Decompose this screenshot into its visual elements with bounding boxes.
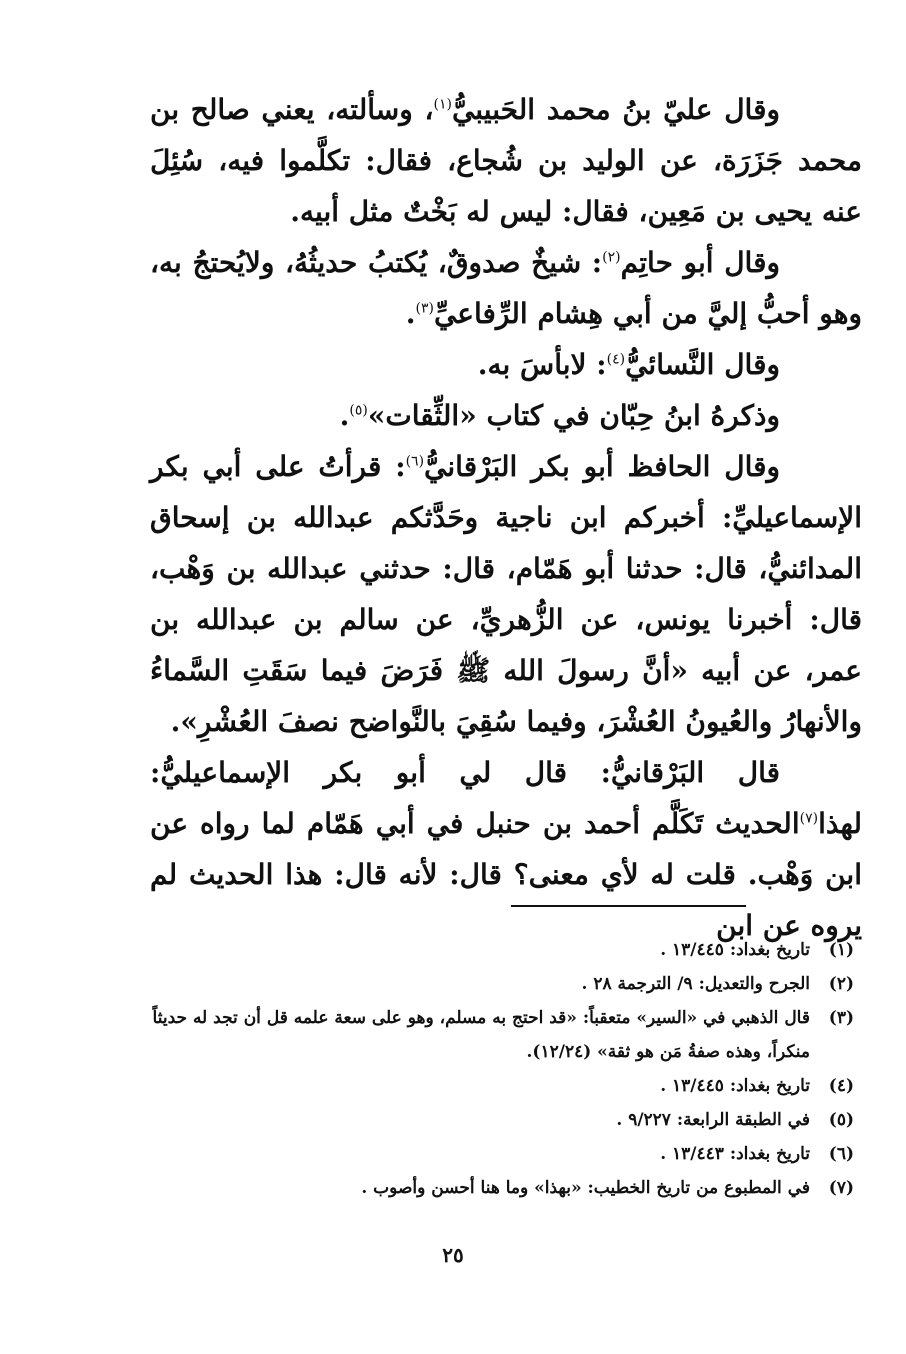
footnote-ref: (١) [433, 96, 452, 113]
footnotes [150, 933, 862, 1205]
paragraph-text: : شيخٌ صدوقٌ، يُكتبُ حديثُهُ، ولايُحتجُ به، وهو أحبُّ إليَّ من أبي هِشام الرِّفاعيِّ [150, 246, 862, 330]
footnote-number: (٢) [828, 974, 854, 994]
paragraph [150, 441, 862, 747]
main-text [150, 84, 862, 951]
footnote-ref: (٤) [606, 351, 626, 368]
footnote-number: (٥) [828, 1110, 854, 1130]
footnote-ref: (٧) [799, 810, 819, 827]
paragraph-text: الحديث تَكَلَّم أحمد بن حنبل في أبي هَمّام لما رواه عن ابن وَهْب. قلت له لأي معنى؟ قال: لأنه قال: هذا الحديث لم يروه عن ابن [150, 807, 862, 942]
paragraph-text: : لابأسَ به. [477, 348, 607, 381]
footnote [150, 967, 862, 1001]
paragraph-text: : قرأتُ على أبي بكر الإسماعيليِّ: أخبركم ابن ناجية وحَدَّثكم عبدالله بن إسحاق المدائنيُّ، قال: حدثنا أبو هَمّام، قال: حدثني عبدالله بن وَهْب، قال: أخبرنا يونس، عن الزُّهريِّ، عن سالم بن عبدالله بن عمر، عن أبيه «أنَّ رسولَ الله ﷺ فَرَضَ فيما سَقَتِ السَّماءُ والأنهارُ والعُيونُ العُشْرَ، وفيما سُقِيَ بالنَّواضح نصفَ العُشْرِ». [150, 450, 862, 738]
footnote-separator [511, 905, 746, 907]
footnote [150, 1137, 862, 1171]
footnote-ref: (٦) [405, 453, 425, 470]
footnote-ref: (٣) [415, 300, 434, 317]
footnote [150, 1171, 862, 1205]
footnote-text: تاريخ بغداد: ١٣/٤٤٥ . [660, 940, 810, 960]
paragraph-text: . [405, 297, 416, 330]
paragraph-text: وقال أبو حاتِم [620, 246, 780, 279]
paragraph-text: ، وسألته، يعني صالح بن محمد جَزَرَة، عن الوليد بن شُجاع، فقال: تكلَّموا فيه، سُئِلَ عنه يحيى بن مَعِين، فقال: ليس له بَخْتٌ مثل أبيه. [150, 93, 862, 228]
paragraph [150, 747, 862, 951]
footnote [150, 933, 862, 967]
footnote-text: تاريخ بغداد: ١٣/٤٤٣ . [660, 1144, 810, 1164]
paragraph-text: وقال الحافظ أبو بكر البَرْقانيُّ [424, 450, 781, 483]
footnote-ref: (٥) [349, 402, 368, 419]
paragraph-text: . [339, 399, 350, 432]
paragraph-text: وقال عليّ بنُ محمد الحَبيبيُّ [451, 93, 780, 126]
footnote-text: في المطبوع من تاريخ الخطيب: «بهذا» وما هنا أحسن وأصوب . [361, 1178, 810, 1198]
paragraph [150, 339, 862, 390]
page-number: ٢٥ [442, 1243, 464, 1267]
paragraph-text: وقال النَّسائيُّ [625, 348, 780, 381]
footnote-text: قال الذهبي في «السير» متعقباً: «قد احتج به مسلم، وهو على سعة علمه قل أن تجد له حديثاً منكراً، وهذه صفةُ مَن هو ثقة» (١٢/٢٤). [152, 1008, 810, 1062]
footnote-number: (٦) [828, 1144, 854, 1164]
paragraph [150, 84, 862, 237]
footnote-text: في الطبقة الرابعة: ٩/٢٢٧ . [616, 1110, 810, 1130]
footnote-number: (٤) [828, 1076, 854, 1096]
footnote [150, 1001, 862, 1069]
footnote-number: (٣) [828, 1008, 854, 1028]
paragraph-text: قال البَرْقانيُّ: قال لي أبو بكر الإسماعيليُّ: لهذا [150, 756, 862, 840]
footnote [150, 1103, 862, 1137]
footnote-number: (٧) [828, 1178, 854, 1198]
paragraph [150, 390, 862, 441]
footnote-ref: (٢) [602, 249, 621, 266]
footnote-text: الجرح والتعديل: ٩/ الترجمة ٢٨ . [581, 974, 810, 994]
paragraph [150, 237, 862, 339]
footnote [150, 1069, 862, 1103]
paragraph-text: وذكرهُ ابنُ حِبّان في كتاب «الثِّقات» [367, 399, 780, 432]
footnote-text: تاريخ بغداد: ١٣/٤٤٥ . [660, 1076, 810, 1096]
footnote-number: (١) [828, 940, 854, 960]
